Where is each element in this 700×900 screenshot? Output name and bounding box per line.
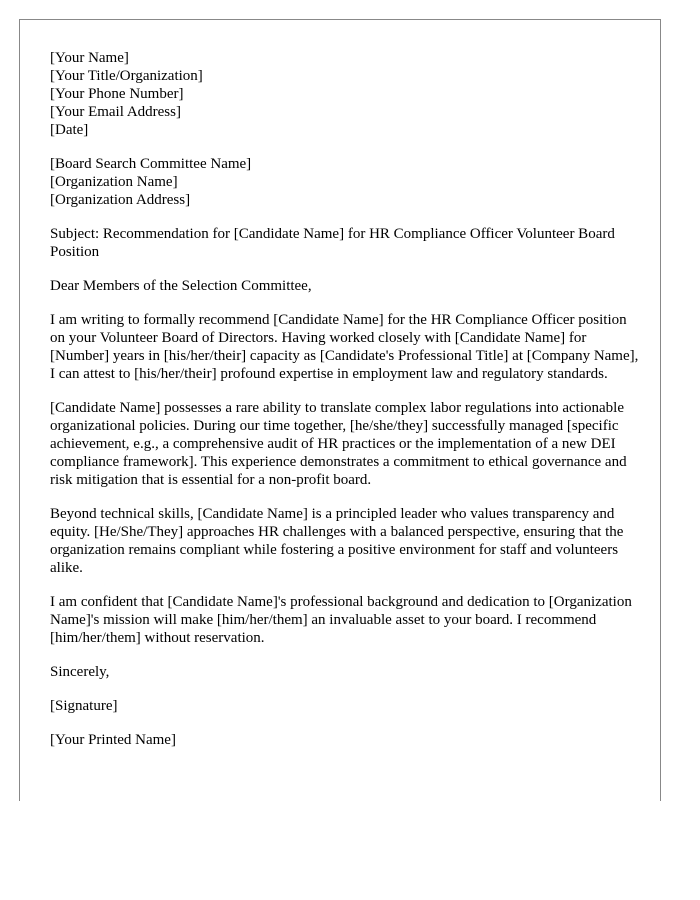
- letter-body: [50, 49, 640, 749]
- recipient-block: [50, 155, 640, 209]
- body-paragraph-1: I am writing to formally recommend [Candidate Name] for the HR Compliance Officer position on your Volunteer Board of Directors. Having worked closely with [Candidate Name] for [Number] years in [his/her/their] capacity as [Candidate's Professional Title] at [Company Name], I can attest to [his/her/their] profound expertise in employment law and regulatory standards.: [50, 312, 639, 382]
- body-paragraph-4: I am confident that [Candidate Name]'s professional background and dedication to [Organization Name]'s mission will make [him/her/them] an invaluable asset to your board. I recommend [him/her/them] without reservation.: [50, 594, 632, 646]
- sender-email: [Your Email Address]: [50, 104, 181, 120]
- closing: Sincerely,: [50, 664, 110, 680]
- body-paragraph-2: [Candidate Name] possesses a rare ability to translate complex labor regulations into actionable organizational policies. During our time together, [he/she/they] successfully managed [specific achievement, e.g., a comprehensive audit of HR practices or the implementation of a new DEI compliance framework]. This experience demonstrates a commitment to ethical governance and risk mitigation that is essential for a non-profit board.: [50, 400, 627, 488]
- sender-title-organization: [Your Title/Organization]: [50, 68, 203, 84]
- recipient-committee: [Board Search Committee Name]: [50, 156, 252, 172]
- signature-placeholder: [Signature]: [50, 698, 118, 714]
- sender-name: [Your Name]: [50, 50, 129, 66]
- salutation: Dear Members of the Selection Committee,: [50, 278, 312, 294]
- sender-block: [50, 49, 640, 139]
- letter-page: [19, 19, 661, 801]
- letter-date: [Date]: [50, 122, 89, 138]
- sender-phone: [Your Phone Number]: [50, 86, 184, 102]
- body-paragraph-3: Beyond technical skills, [Candidate Name] is a principled leader who values transparency and equity. [He/She/They] approaches HR challenges with a balanced perspective, ensuring that the organization remains compliant while fostering a positive environment for staff and volunteers alike.: [50, 506, 624, 576]
- printed-name: [Your Printed Name]: [50, 732, 176, 748]
- subject-line: Subject: Recommendation for [Candidate Name] for HR Compliance Officer Volunteer Board Position: [50, 226, 615, 260]
- recipient-organization: [Organization Name]: [50, 174, 178, 190]
- recipient-address: [Organization Address]: [50, 192, 191, 208]
